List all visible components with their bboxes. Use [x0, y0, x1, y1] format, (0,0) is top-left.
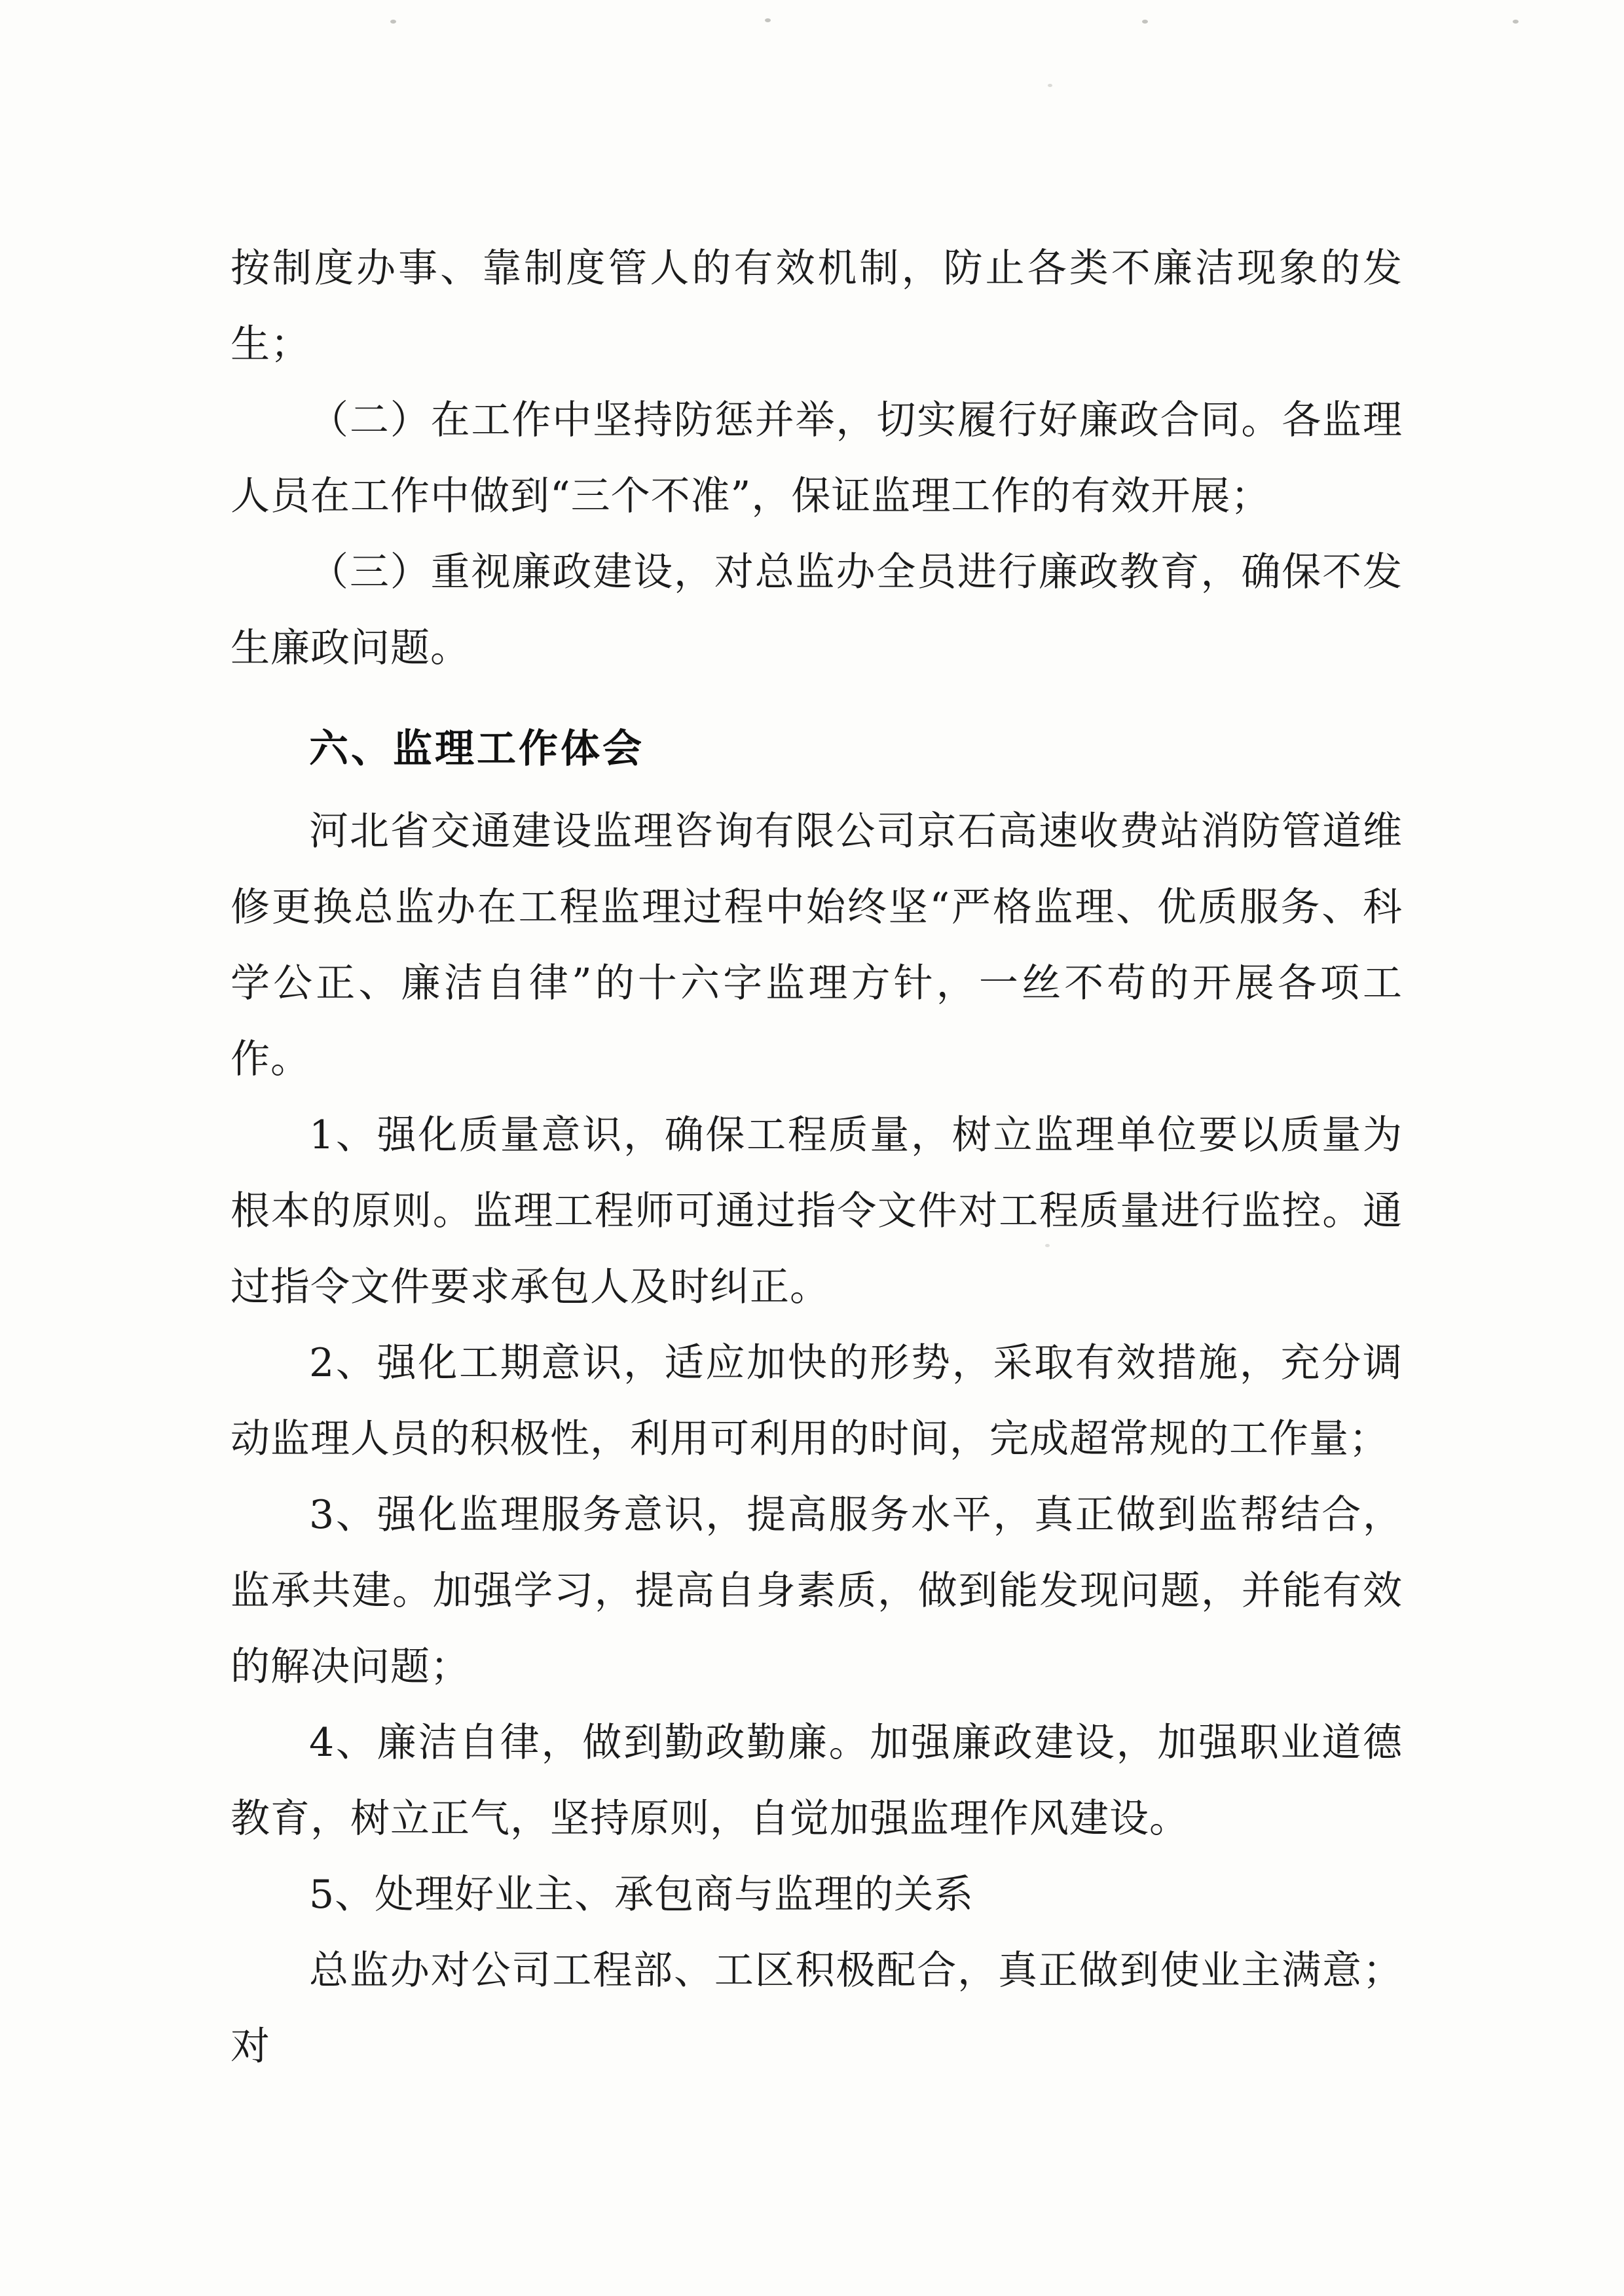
paragraph-item-3: （三）重视廉政建设，对总监办全员进行廉政教育，确保不发生廉政问题。	[231, 549, 1403, 671]
scan-artifact-dot	[1513, 20, 1519, 24]
section-heading: 六、监理工作体会	[309, 726, 644, 772]
page-content	[231, 230, 1403, 2085]
paragraph-point-5-body: 总监办对公司工程部、工区积极配合，真正做到使业主满意；对	[231, 1948, 1403, 2069]
scan-artifact-dot	[765, 18, 771, 22]
scan-artifact-dot	[390, 20, 396, 24]
paragraph-item-2: （二）在工作中坚持防惩并举，切实履行好廉政合同。各监理人员在工作中做到“三个不准”，保证监理工作的有效开展；	[231, 397, 1403, 519]
paragraph-point-5: 5、处理好业主、承包商与监理的关系	[309, 1872, 974, 1918]
paragraph-point-4: 4、廉洁自律，做到勤政勤廉。加强廉政建设，加强职业道德教育，树立正气，坚持原则，自觉加强监理作风建设。	[231, 1720, 1403, 1842]
paragraph-point-3: 3、强化监理服务意识，提高服务水平，真正做到监帮结合，监承共建。加强学习，提高自身素质，做到能发现问题，并能有效的解决问题；	[231, 1492, 1403, 1690]
scan-artifact-dot	[1048, 84, 1052, 87]
paragraph-point-2: 2、强化工期意识，适应加快的形势，采取有效措施，充分调动监理人员的积极性，利用可利用的时间，完成超常规的工作量；	[231, 1340, 1403, 1462]
paragraph-company-policy: 河北省交通建设监理咨询有限公司京石高速收费站消防管道维修更换总监办在工程监理过程中始终坚“严格监理、优质服务、科学公正、廉洁自律”的十六字监理方针，一丝不苟的开展各项工作。	[231, 809, 1403, 1082]
paragraph-point-1: 1、强化质量意识，确保工程质量，树立监理单位要以质量为根本的原则。监理工程师可通过指令文件对工程质量进行监控。通过指令文件要求承包人及时纠正。	[231, 1112, 1403, 1310]
paragraph-continued: 按制度办事、靠制度管人的有效机制，防止各类不廉洁现象的发生；	[231, 246, 1403, 367]
scan-artifact-dot	[1142, 20, 1148, 24]
